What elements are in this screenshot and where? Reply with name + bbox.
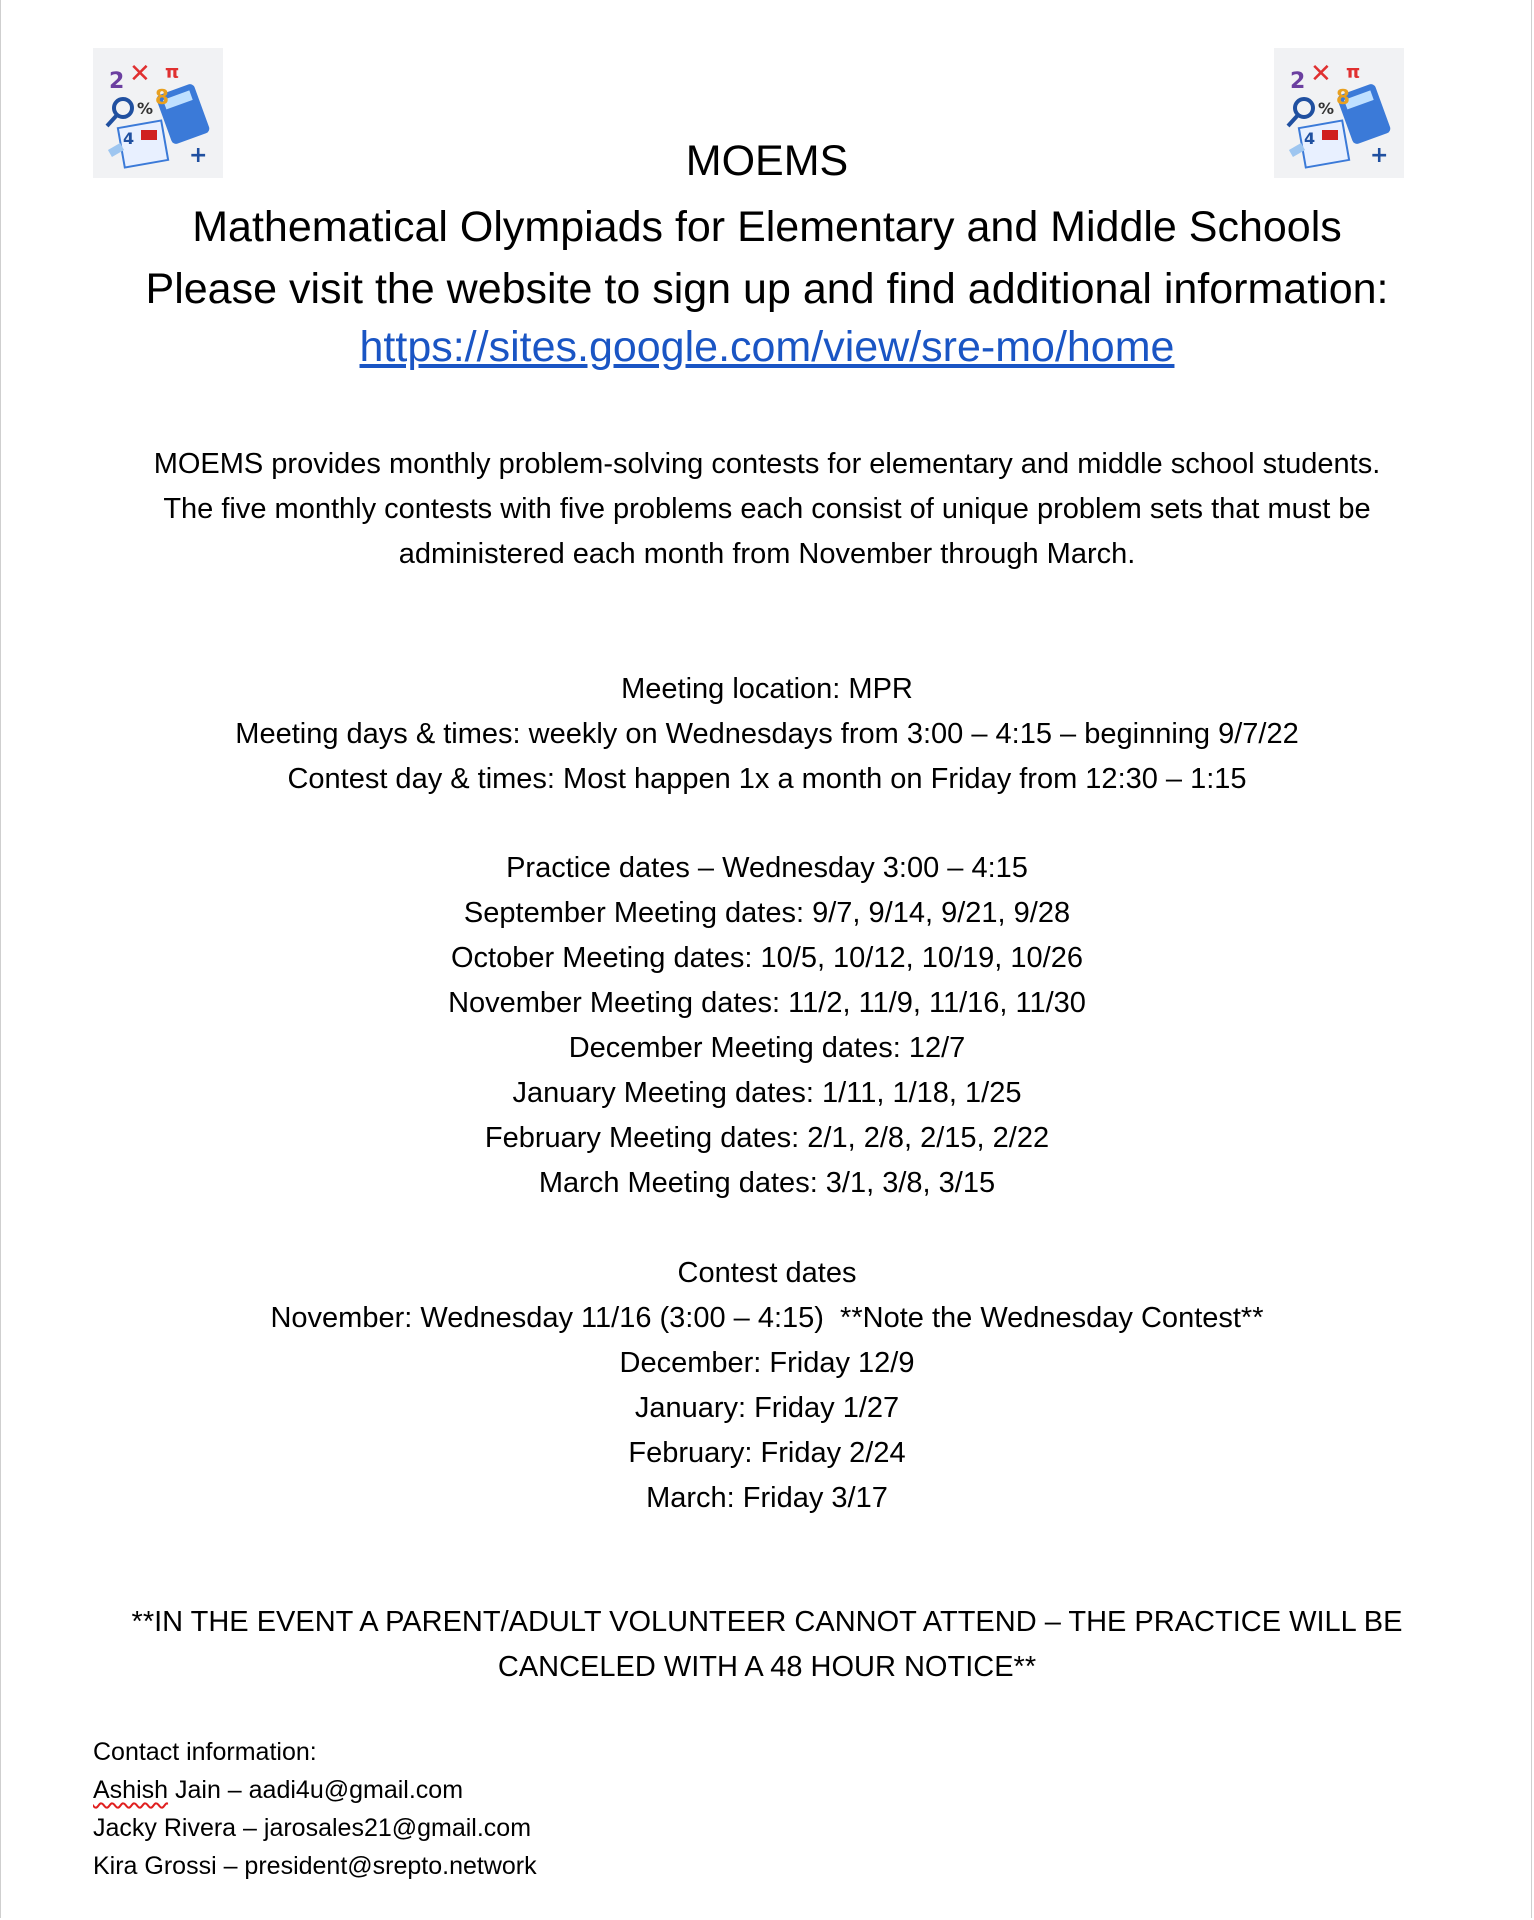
svg-text:2: 2 (1290, 69, 1306, 94)
signup-link[interactable]: https://sites.google.com/view/sre-mo/home (359, 323, 1175, 371)
practice-month-line: September Meeting dates: 9/7, 9/14, 9/21, 9/28 (463, 897, 1071, 929)
description-section (1, 442, 1533, 577)
svg-text:8: 8 (155, 85, 169, 109)
svg-text:2: 2 (109, 69, 125, 94)
contact-person (93, 1771, 537, 1809)
practice-month-line: January Meeting dates: 1/11, 1/18, 1/25 (512, 1077, 1022, 1109)
practice-month-line: February Meeting dates: 2/1, 2/8, 2/15, 2/22 (484, 1122, 1050, 1154)
svg-text:π: π (1346, 62, 1361, 83)
svg-text:4: 4 (1304, 129, 1316, 148)
description-para-2: The five monthly contests with five problems each consist of unique problem sets that must be administered each month from November through March. (163, 493, 1371, 570)
meeting-days-times: Meeting days & times: weekly on Wednesdays from 3:00 – 4:15 – beginning 9/7/22 (235, 718, 1299, 750)
contest-date-line: March: Friday 3/17 (646, 1482, 888, 1514)
contest-date-line: February: Friday 2/24 (628, 1437, 906, 1469)
cancellation-notice (1, 1600, 1533, 1690)
contact-details: – president@srepto.network (216, 1852, 537, 1880)
contact-details: – jarosales21@gmail.com (236, 1814, 532, 1842)
contact-name: Kira Grossi (93, 1852, 217, 1880)
contact-details: Jain – aadi4u@gmail.com (168, 1776, 464, 1804)
page-title: MOEMS (685, 137, 849, 185)
contact-name: Ashish (93, 1776, 169, 1804)
page-subtitle: Mathematical Olympiads for Elementary and Middle Schools (192, 203, 1342, 251)
practice-month-line: December Meeting dates: 12/7 (568, 1032, 966, 1064)
svg-text:8: 8 (1336, 85, 1350, 109)
contact-name: Jacky Rivera (93, 1814, 237, 1842)
svg-text:+: + (189, 143, 208, 168)
svg-text:✕: ✕ (1310, 59, 1332, 89)
meeting-info-section (1, 667, 1533, 802)
svg-text:✕: ✕ (129, 59, 151, 89)
visit-instructions: Please visit the website to sign up and find additional information: (145, 265, 1389, 313)
notice-text: **IN THE EVENT A PARENT/ADULT VOLUNTEER CANNOT ATTEND – THE PRACTICE WILL BE CANCELED WITH A 48 HOUR NOTICE** (131, 1606, 1403, 1683)
contact-section (93, 1733, 537, 1885)
contest-date-line: December: Friday 12/9 (619, 1347, 915, 1379)
practice-month-line: October Meeting dates: 10/5, 10/12, 10/19, 10/26 (451, 942, 1083, 974)
meeting-location: Meeting location: MPR (621, 673, 913, 705)
svg-text:%: % (137, 99, 154, 118)
practice-month-line: March Meeting dates: 3/1, 3/8, 3/15 (538, 1167, 996, 1199)
contact-person (93, 1847, 537, 1885)
contest-dates-section (1, 1251, 1533, 1521)
practice-dates-section (1, 846, 1533, 1206)
contact-heading: Contact information: (93, 1738, 317, 1766)
contest-date-line: January: Friday 1/27 (634, 1392, 900, 1424)
svg-text:4: 4 (123, 129, 135, 148)
practice-month-line: November Meeting dates: 11/2, 11/9, 11/16, 11/30 (448, 987, 1086, 1019)
svg-text:+: + (1370, 143, 1389, 168)
contact-person (93, 1809, 537, 1847)
contest-heading: Contest dates (677, 1257, 857, 1289)
svg-text:%: % (1318, 99, 1335, 118)
contest-date-line: November: Wednesday 11/16 (3:00 – 4:15) **Note the Wednesday Contest** (270, 1302, 1264, 1334)
practice-heading: Practice dates – Wednesday 3:00 – 4:15 (506, 852, 1028, 884)
description-para-1: MOEMS provides monthly problem-solving contests for elementary and middle school students. (153, 448, 1381, 480)
contest-day-times: Contest day & times: Most happen 1x a month on Friday from 12:30 – 1:15 (287, 763, 1247, 795)
svg-text:π: π (165, 62, 180, 83)
